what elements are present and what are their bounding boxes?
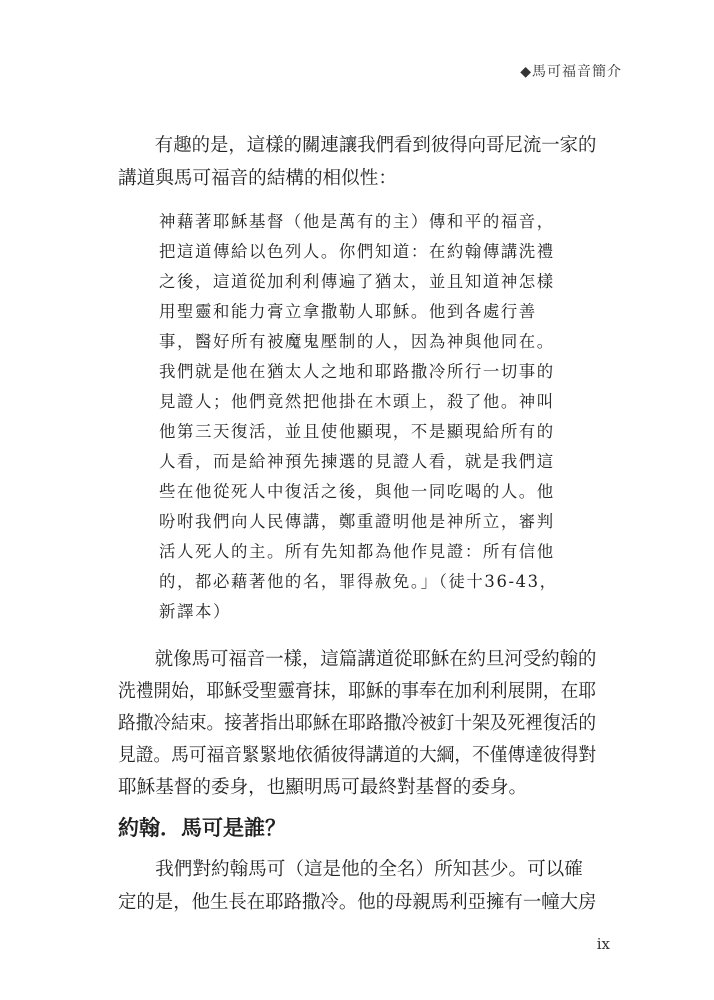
quote-line: 我們就是他在猶太人之地和耶路撒冷所行一切事的 — [159, 362, 555, 381]
quote-line: 之後，這道從加利利傳遍了猶太，並且知道神怎樣 — [159, 272, 555, 291]
running-header: ◆馬可福音簡介 — [520, 64, 622, 80]
quote-line: 的，都必藉著他的名，罪得赦免。」（徒十36-43， — [159, 572, 558, 591]
quote-line: 他第三天復活，並且使他顯現，不是顯現給所有的 — [159, 422, 555, 441]
page-number: ix — [596, 935, 610, 953]
quote-line: 些在他從死人中復活之後，與他一同吃喝的人。他 — [159, 482, 555, 501]
quote-line: 活人死人的主。所有先知都為他作見證：所有信他 — [159, 542, 555, 561]
quote-line: 新譯本） — [159, 602, 231, 621]
quote-line: 人看，而是給神預先揀選的見證人看，就是我們這 — [159, 452, 555, 471]
paragraph-3-line: 我們對約翰馬可（這是他的全名）所知甚少。可以確 — [118, 859, 583, 880]
quote-line: 見證人；他們竟然把他掛在木頭上，殺了他。神叫 — [159, 392, 555, 411]
paragraph-2-line: 耶穌基督的委身，也顯明馬可最終對基督的委身。 — [118, 777, 528, 798]
paragraph-2-line: 路撒冷結束。接著指出耶穌在耶路撒冷被釘十架及死裡復活的 — [118, 713, 597, 734]
paragraph-1-line: 有趣的是，這樣的關連讓我們看到彼得向哥尼流一家的 — [118, 135, 597, 156]
paragraph-2-line: 就像馬可福音一樣，這篇講道從耶穌在約旦河受約翰的 — [118, 649, 597, 670]
quote-line: 用聖靈和能力膏立拿撒勒人耶穌。他到各處行善 — [159, 302, 537, 321]
paragraph-1-line: 講道與馬可福音的結構的相似性： — [118, 168, 397, 189]
quote-line: 吩咐我們向人民傳講，鄭重證明他是神所立，審判 — [159, 512, 555, 531]
quote-line: 把這道傳給以色列人。你們知道：在約翰傳講洗禮 — [159, 242, 555, 261]
paragraph-3-line: 定的是，他生長在耶路撒冷。他的母親馬利亞擁有一幢大房 — [118, 892, 597, 913]
quote-line: 神藉著耶穌基督（他是萬有的主）傳和平的福音， — [159, 212, 555, 231]
paragraph-2-line: 洗禮開始，耶穌受聖靈膏抹，耶穌的事奉在加利利展開，在耶 — [118, 681, 597, 702]
paragraph-2-line: 見證。馬可福音緊緊地依循彼得講道的大綱，不僅傳達彼得對 — [118, 745, 597, 766]
quote-line: 事，醫好所有被魔鬼壓制的人，因為神與他同在。 — [159, 332, 555, 351]
section-heading: 約翰．馬可是誰？ — [118, 815, 286, 840]
